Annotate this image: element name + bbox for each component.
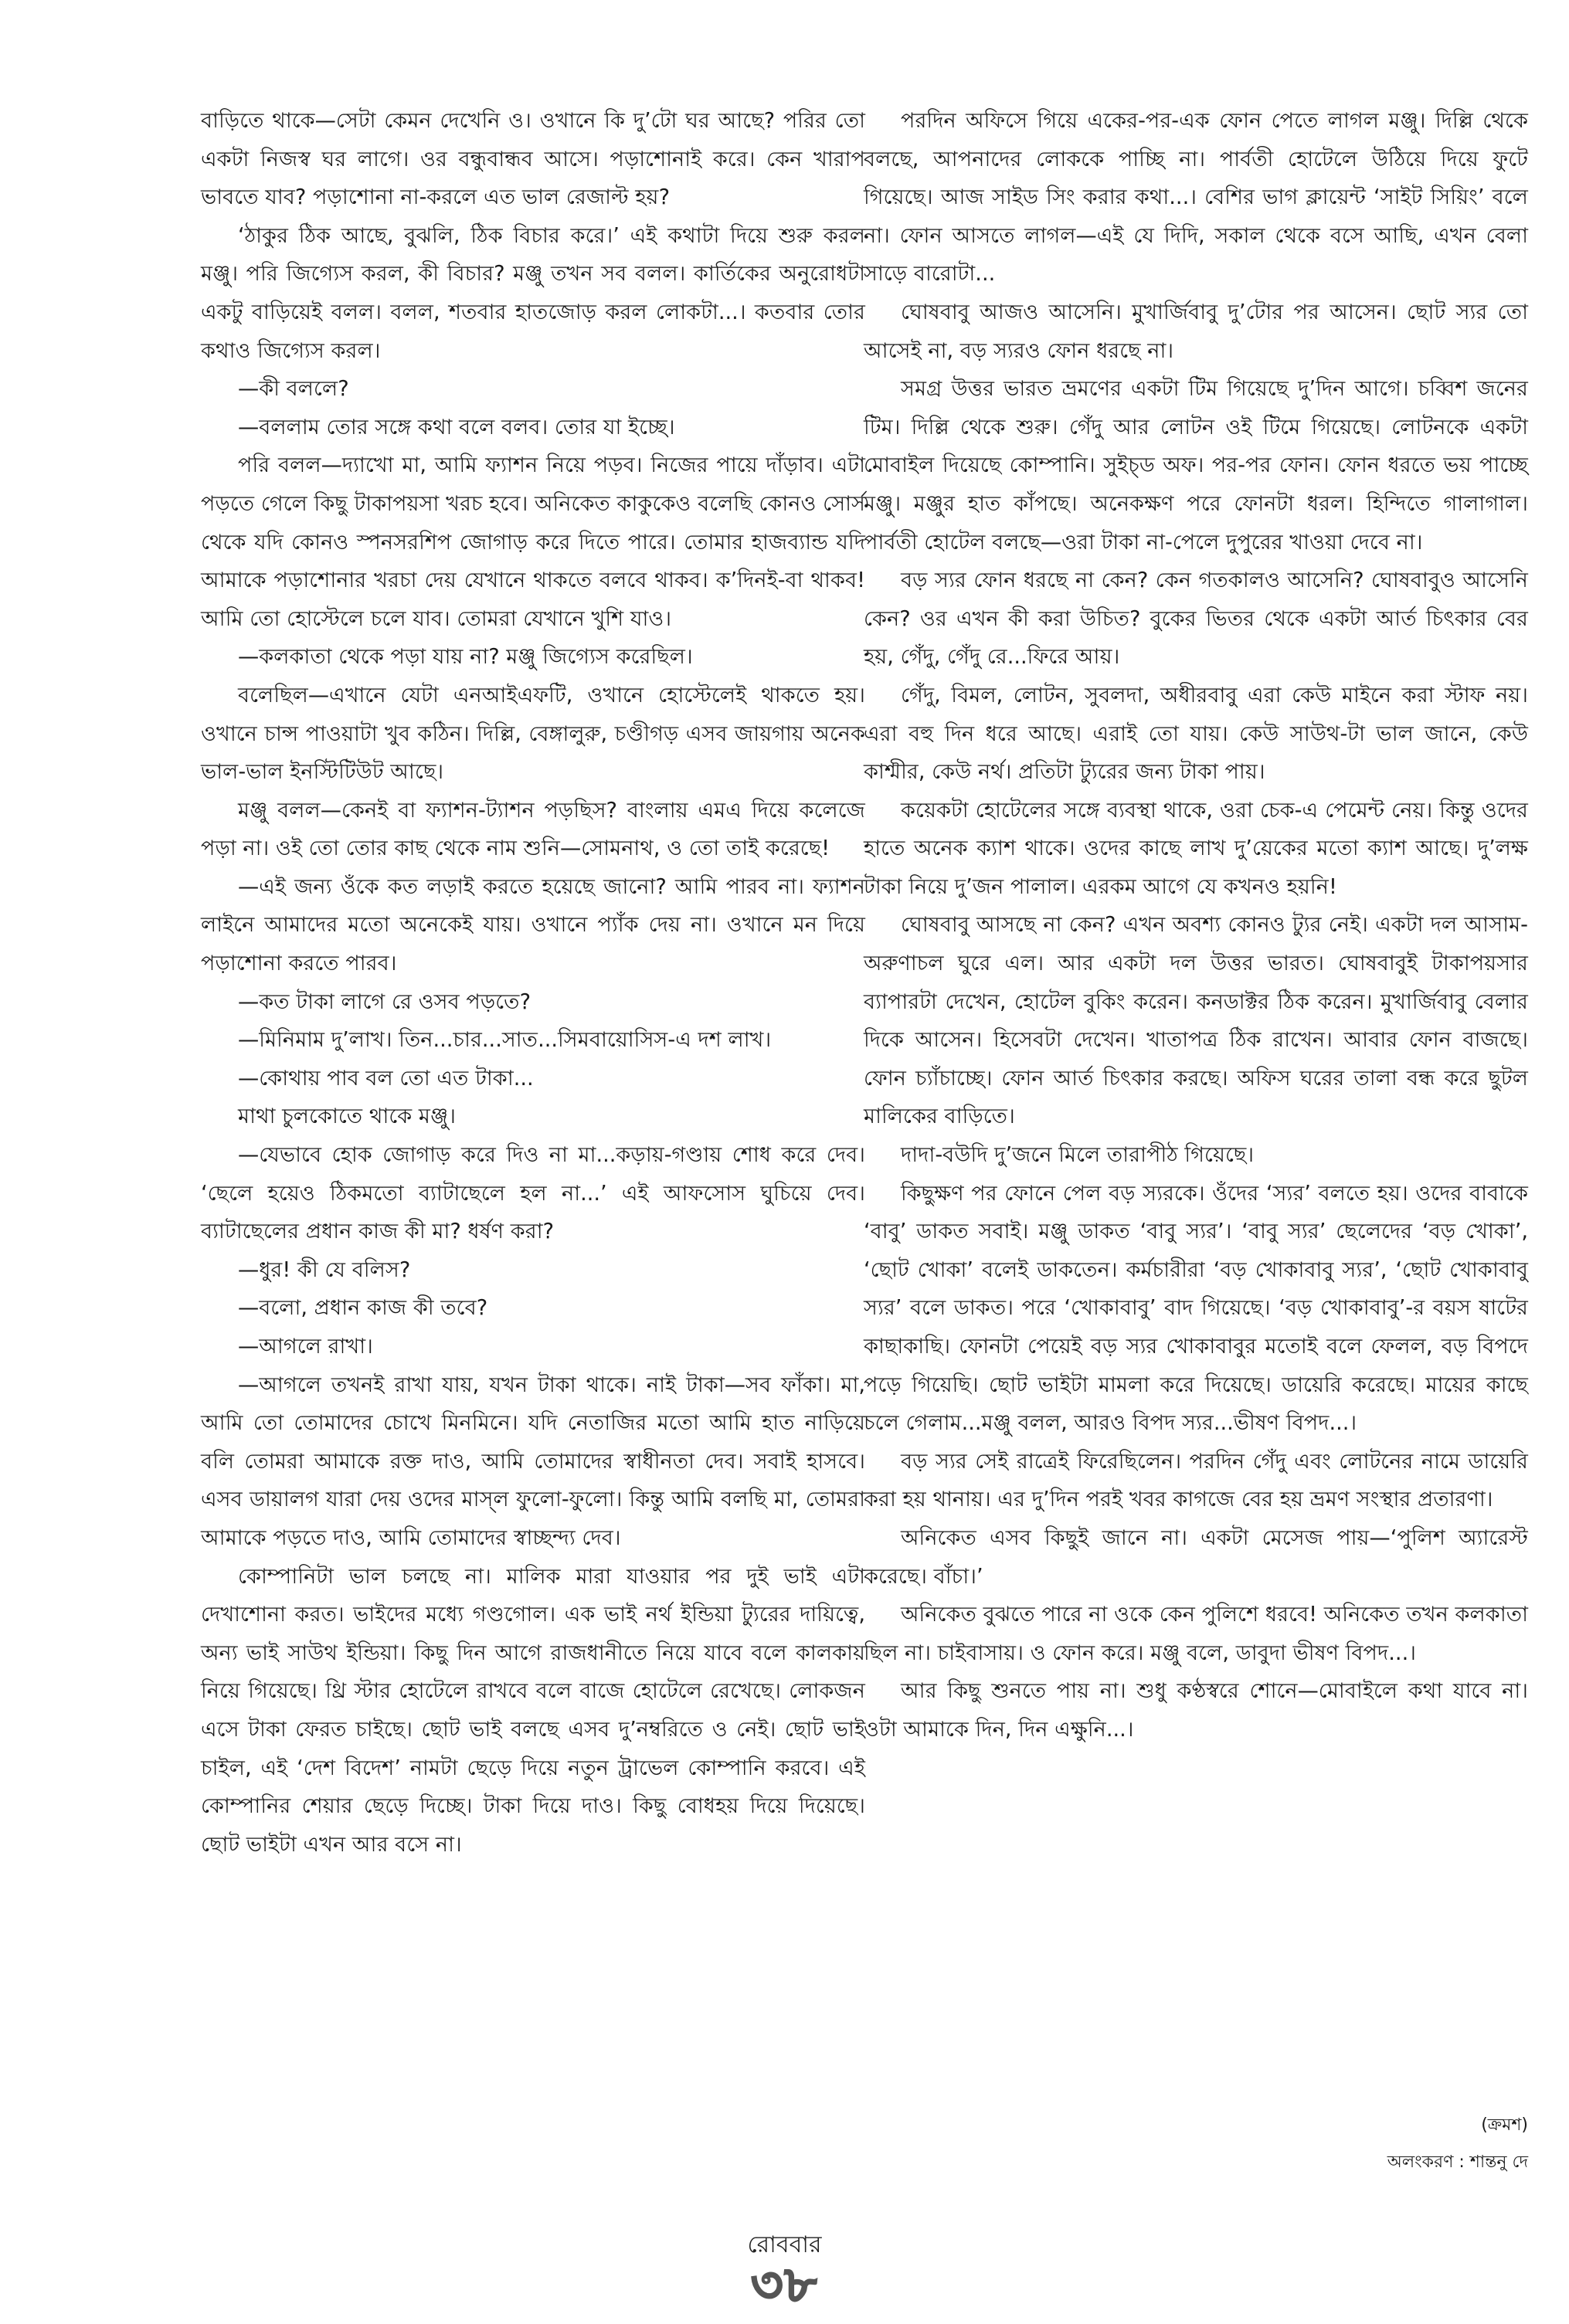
paragraph: কিছুক্ষণ পর ফোনে পেল বড় স্যরকে। ওঁদের ‘স্যর’ বলতে হয়। ওদের বাবাকে ‘বাবু’ ডাকত সবাই। মঞ্জু ডাকত ‘বাবু স্যর’। ‘বাবু স্যর’ ছেলেদের ‘বড় খোকা’, ‘ছোট খোকা’ বলেই ডাকতেন। কর্মচারীরা ‘বড় খোকাবাবু স্যর’, ‘ছোট খোকাবাবু স্যর’ বলে ডাকত। পরে ‘খোকাবাবু’ বাদ গিয়েছে। ‘বড় খোকাবাবু’-র বয়স ষাটের কাছাকাছি। ফোনটা পেয়েই বড় স্যর খোকাবাবুর মতোই বলে ফেলল, বড় বিপদে পড়ে গিয়েছি। ছোট ভাইটা মামলা করে দিয়েছে। ডায়েরি করেছে। মায়ের কাছে চলে গেলাম...মঞ্জু বলল, আরও বিপদ স্যর...ভীষণ বিপদ...।: [864, 1181, 1528, 1436]
paragraph: মঞ্জু বলল—কেনই বা ফ্যাশন-ট্যাশন পড়ছিস? বাংলায় এমএ দিয়ে কলেজে পড়া না। ওই তো তোর কাছ থেকে নাম শুনি—সোমনাথ, ও তো তাই করেছে!: [201, 798, 865, 861]
paragraph: আর কিছু শুনতে পায় না। শুধু কণ্ঠস্বরে শোনে—মোবাইলে কথা যাবে না। ওটা আমাকে দিন, দিন এক্ষুনি...।: [864, 1679, 1528, 1742]
paragraph: —মিনিমাম দু’লাখ। তিন...চার...সাত...সিমবায়োসিস-এ দশ লাখ।: [238, 1028, 772, 1053]
page-footer: [0, 2231, 1569, 2314]
paragraph: —ধুর! কী যে বলিস?: [238, 1257, 411, 1282]
page-number: ৩৮: [750, 2256, 819, 2314]
paragraph: বাড়িতে থাকে—সেটা কেমন দেখেনি ও। ওখানে কি দু’টো ঘর আছে? পরির তো একটা নিজস্ব ঘর লাগে। ওর বন্ধুবান্ধব আসে। পড়াশোনাই করে। কেন খারাপ ভাবতে যাব? পড়াশোনা না-করলে এত ভাল রেজাল্ট হয়?: [201, 109, 865, 210]
paragraph: —এই জন্য ওঁকে কত লড়াই করতে হয়েছে জানো? আমি পারব না। ফ্যাশন লাইনে আমাদের মতো অনেকেই যায়। ওখানে প্যাঁক দেয় না। ওখানে মন দিয়ে পড়াশোনা করতে পারব।: [201, 874, 865, 976]
paragraph: ঘোষবাবু আজও আসেনি। মুখার্জিবাবু দু’টোর পর আসেন। ছোট স্যর তো আসেই না, বড় স্যরও ফোন ধরছে না।: [864, 300, 1528, 363]
paragraph: —বললাম তোর সঙ্গে কথা বলে বলব। তোর যা ইচ্ছে।: [238, 415, 675, 439]
paragraph: অনিকেত বুঝতে পারে না ওকে কেন পুলিশে ধরবে! অনিকেত তখন কলকাতা ছিল না। চাইবাসায়। ও ফোন করে। মঞ্জু বলে, ডাবুদা ভীষণ বিপদ...।: [864, 1603, 1528, 1665]
paragraph: —কোথায় পাব বল তো এত টাকা...: [238, 1066, 534, 1091]
magazine-name: রোববার: [747, 2231, 822, 2258]
article-credits: [864, 2107, 1528, 2181]
paragraph: কয়েকটা হোটেলের সঙ্গে ব্যবস্থা থাকে, ওরা চেক-এ পেমেন্ট নেয়। কিন্তু ওদের হাতে অনেক ক্যাশ থাকে। ওদের কাছে লাখ দু’য়েকের মতো ক্যাশ আছে। দু’লক্ষ টাকা নিয়ে দু’জন পালাল। এরকম আগে যে কখনও হয়নি!: [864, 798, 1528, 899]
paragraph: —যেভাবে হোক জোগাড় করে দিও না মা...কড়ায়-গণ্ডায় শোধ করে দেব। ‘ছেলে হয়েও ঠিকমতো ব্যাটাছেলে হল না...’ এই আফসোস ঘুচিয়ে দেব। ব্যাটাছেলের প্রধান কাজ কী মা? ধর্ষণ করা?: [201, 1143, 865, 1244]
paragraph: পরদিন অফিসে গিয়ে একের-পর-এক ফোন পেতে লাগল মঞ্জু। দিল্লি থেকে বলছে, আপনাদের লোককে পাচ্ছি না। পার্বতী হোটেলে উঠিয়ে দিয়ে ফুটে গিয়েছে। আজ সাইড সিং করার কথা...। বেশির ভাগ ক্লায়েন্ট ‘সাইট সিয়িং’ বলে না। ফোন আসতে লাগল—এই যে দিদি, সকাল থেকে বসে আছি, এখন বেলা সাড়ে বারোটা...: [864, 109, 1528, 287]
paragraph: —কত টাকা লাগে রে ওসব পড়তে?: [238, 989, 531, 1014]
illustration-credit: অলংকরণ : শান্তনু দে: [1387, 2153, 1528, 2172]
article-column-right: [864, 102, 1528, 1749]
paragraph: বলেছিল—এখানে যেটা এনআইএফটি, ওখানে হোস্টেলেই থাকতে হয়। ওখানে চান্স পাওয়াটা খুব কঠিন। দিল্লি, বেঙ্গালুরু, চণ্ডীগড় এসব জায়গায় অনেক ভাল-ভাল ইনস্টিটিউট আছে।: [201, 683, 865, 785]
paragraph: —আগলে তখনই রাখা যায়, যখন টাকা থাকে। নাই টাকা—সব ফাঁকা। মা, আমি তো তোমাদের চোখে মিনমিনে। যদি নেতাজির মতো আমি হাত নাড়িয়ে বলি তোমরা আমাকে রক্ত দাও, আমি তোমাদের স্বাধীনতা দেব। সবাই হাসবে। এসব ডায়ালগ যারা দেয় ওদের মাস্‌ল ফুলো-ফুলো। কিন্তু আমি বলছি মা, তোমরা আমাকে পড়তে দাও, আমি তোমাদের স্বাচ্ছন্দ্য দেব।: [201, 1372, 865, 1550]
paragraph: বড় স্যর ফোন ধরছে না কেন? কেন গতকালও আসেনি? ঘোষবাবুও আসেনি কেন? ওর এখন কী করা উচিত? বুকের ভিতর থেকে একটা আর্ত চিৎকার বের হয়, গেঁদু, গেঁদু রে...ফিরে আয়।: [864, 568, 1528, 670]
paragraph: ‘ঠাকুর ঠিক আছে, বুঝলি, ঠিক বিচার করে।’ এই কথাটা দিয়ে শুরু করল মঞ্জু। পরি জিগ্যেস করল, কী বিচার? মঞ্জু তখন সব বলল। কার্তিকের অনুরোধটা একটু বাড়িয়েই বলল। বলল, শতবার হাতজোড় করল লোকটা...। কতবার তোর কথাও জিগ্যেস করল।: [201, 223, 865, 363]
article-column-left: [201, 102, 865, 1864]
paragraph: —কী বললে?: [238, 377, 349, 402]
paragraph: কোম্পানিটা ভাল চলছে না। মালিক মারা যাওয়ার পর দুই ভাই এটা দেখাশোনা করত। ভাইদের মধ্যে গণ্ডগোল। এক ভাই নর্থ ইন্ডিয়া ট্যুরের দায়িত্বে, অন্য ভাই সাউথ ইন্ডিয়া। কিছু দিন আগে রাজধানীতে নিয়ে যাবে বলে কালকায় নিয়ে গিয়েছে। থ্রি স্টার হোটেলে রাখবে বলে বাজে হোটেলে রেখেছে। লোকজন এসে টাকা ফেরত চাইছে। ছোট ভাই বলছে এসব দু’নম্বরিতে ও নেই। ছোট ভাই চাইল, এই ‘দেশ বিদেশ’ নামটা ছেড়ে দিয়ে নতুন ট্রাভেল কোম্পানি করবে। এই কোম্পানির শেয়ার ছেড়ে দিচ্ছে। টাকা দিয়ে দাও। কিছু বোধহয় দিয়ে দিয়েছে। ছোট ভাইটা এখন আর বসে না।: [201, 1564, 865, 1857]
paragraph: —কলকাতা থেকে পড়া যায় না? মঞ্জু জিগ্যেস করেছিল।: [238, 645, 693, 670]
paragraph: ঘোষবাবু আসছে না কেন? এখন অবশ্য কোনও ট্যুর নেই। একটা দল আসাম-অরুণাচল ঘুরে এল। আর একটা দল উত্তর ভারত। ঘোষবাবুই টাকাপয়সার ব্যাপারটা দেখেন, হোটেল বুকিং করেন। কনডাক্টর ঠিক করেন। মুখার্জিবাবু বেলার দিকে আসেন। হিসেবটা দেখেন। খাতাপত্র ঠিক রাখেন। আবার ফোন বাজছে। ফোন চ্যাঁচাচ্ছে। ফোন আর্ত চিৎকার করছে। অফিস ঘরের তালা বন্ধ করে ছুটল মালিকের বাড়িতে।: [864, 913, 1528, 1129]
paragraph: পরি বলল—দ্যাখো মা, আমি ফ্যাশন নিয়ে পড়ব। নিজের পায়ে দাঁড়াব। এটা পড়তে গেলে কিছু টাকাপয়সা খরচ হবে। অনিকেত কাকুকেও বলেছি কোনও সোর্স থেকে যদি কোনও স্পনসরশিপ জোগাড় করে দিতে পারে। তোমার হাজব্যান্ড যদি আমাকে পড়াশোনার খরচা দেয় যেখানে থাকতে বলবে থাকব। ক’দিনই-বা থাকব! আমি তো হোস্টেলে চলে যাব। তোমরা যেখানে খুশি যাও।: [201, 453, 865, 631]
paragraph: —বলো, প্রধান কাজ কী তবে?: [238, 1296, 488, 1321]
paragraph: গেঁদু, বিমল, লোটন, সুবলদা, অধীরবাবু এরা কেউ মাইনে করা স্টাফ নয়। এরা বহু দিন ধরে আছে। এরাই তো যায়। কেউ সাউথ-টা ভাল জানে, কেউ কাশ্মীর, কেউ নর্থ। প্রতিটা ট্যুরের জন্য টাকা পায়।: [864, 683, 1528, 785]
paragraph: সমগ্র উত্তর ভারত ভ্রমণের একটা টিম গিয়েছে দু’দিন আগে। চব্বিশ জনের টিম। দিল্লি থেকে শুরু। গেঁদু আর লোটন ওই টিমে গিয়েছে। লোটনকে একটা মোবাইল দিয়েছে কোম্পানি। সুইচ্‌ড অফ। পর-পর ফোন। ফোন ধরতে ভয় পাচ্ছে মঞ্জু। মঞ্জুর হাত কাঁপছে। অনেকক্ষণ পরে ফোনটা ধরল। হিন্দিতে গালাগাল। পার্বতী হোটেল বলছে—ওরা টাকা না-পেলে দুপুরের খাওয়া দেবে না।: [864, 377, 1528, 555]
paragraph: বড় স্যর সেই রাত্রেই ফিরেছিলেন। পরদিন গেঁদু এবং লোটনের নামে ডায়েরি করা হয় থানায়। এর দু’দিন পরই খবর কাগজে বের হয় ভ্রমণ সংস্থার প্রতারণা।: [864, 1449, 1528, 1512]
paragraph: —আগলে রাখা।: [238, 1335, 373, 1359]
paragraph: মাথা চুলকোতে থাকে মঞ্জু।: [238, 1104, 456, 1129]
paragraph: অনিকেত এসব কিছুই জানে না। একটা মেসেজ পায়—‘পুলিশ অ্যারেস্ট করেছে। বাঁচা।’: [864, 1525, 1528, 1589]
paragraph: দাদা-বউদি দু’জনে মিলে তারাপীঠ গিয়েছে।: [901, 1143, 1255, 1168]
continued-mark: (ক্রমশ): [1481, 2115, 1528, 2135]
